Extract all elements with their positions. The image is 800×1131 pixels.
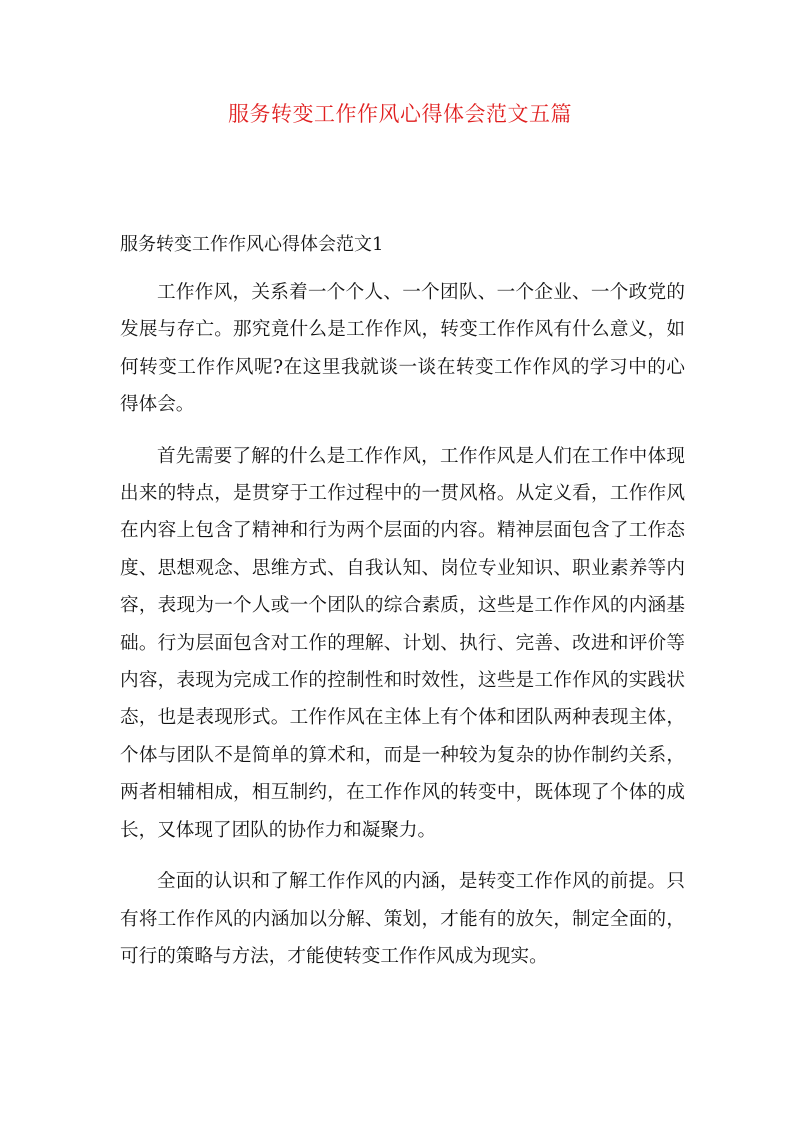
paragraph-2: 首先需要了解的什么是工作作风，工作作风是人们在工作中体现出来的特点，是贯穿于工作过程中的一贯风格。从定义看，工作作风在内容上包含了精神和行为两个层面的内容。精神层面包含了工作态度、思想观念、思维方式、自我认知、岗位专业知识、职业素养等内容，表现为一个人或一个团队的综合素质，这些是工作作风的内涵基础。行为层面包含对工作的理解、计划、执行、完善、改进和评价等内容，表现为完成工作的控制性和时效性，这些是工作作风的实践状态，也是表现形式。工作作风在主体上有个体和团队两种表现主体，个体与团队不是简单的算术和，而是一种较为复杂的协作制约关系，两者相辅相成，相互制约，在工作作风的转变中，既体现了个体的成长，又体现了团队的协作力和凝聚力。	[120, 445, 685, 841]
paragraph-1: 工作作风，关系着一个个人、一个团队、一个企业、一个政党的发展与存亡。那究竟什么是工作作风，转变工作作风有什么意义，如何转变工作作风呢?在这里我就谈一谈在转变工作作风的学习中的心得体会。	[120, 282, 685, 416]
section-heading: 服务转变工作作风心得体会范文1	[120, 234, 384, 255]
document-body	[120, 229, 685, 989]
paragraph-3: 全面的认识和了解工作作风的内涵，是转变工作作风的前提。只有将工作作风的内涵加以分解、策划，才能有的放矢，制定全面的，可行的策略与方法，才能使转变工作作风成为现实。	[120, 871, 685, 967]
document-title: 服务转变工作作风心得体会范文五篇	[228, 102, 572, 126]
